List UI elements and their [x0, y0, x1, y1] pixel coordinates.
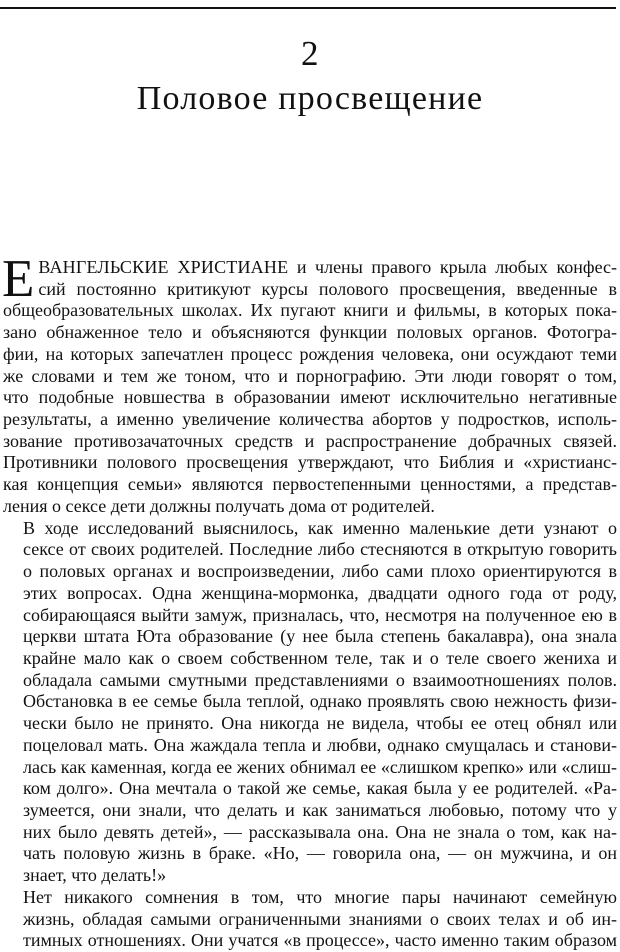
paragraph-3	[3, 887, 617, 952]
text-line: крайне мало как о своем собственном теле, так и о теле своего жениха и	[23, 647, 617, 668]
text-line: Противники полового просвещения утверждают, что Библия и «христианс-	[3, 452, 617, 473]
text-line: что подобные новшества в образовании имеют исключительно негативные	[3, 387, 617, 408]
text-line: результаты, а именно увеличение количества абортов у подростков, исполь-	[3, 409, 617, 430]
text-line: обладала самыми смутными представлениями о взаимоотношениях полов.	[23, 669, 617, 690]
text-line: кая концепция семьи» являются первостепенными ценностями, а представ-	[3, 474, 617, 495]
text-line: тимных отношениях. Они учатся «в процессе», часто именно таким образом	[23, 930, 617, 951]
top-rule	[0, 7, 616, 9]
body-text	[2, 250, 617, 952]
text-line: о половых органах и воспроизведении, либо сами плохо ориентируются в	[23, 561, 617, 582]
text-line: этих вопросах. Одна женщина-мормонка, двадцати одного года от роду,	[23, 582, 617, 603]
text-line	[3, 257, 617, 279]
lead-in-caps: ВАНГЕЛЬСКИЕ ХРИСТИАНЕ	[38, 257, 289, 277]
text-line: же словами и тем же тоном, что и порнографию. Эти люди говорят о том,	[3, 365, 617, 386]
text-line: зование противозачаточных средств и распространение добрачных связей.	[3, 430, 617, 451]
drop-cap: Е	[2, 250, 35, 308]
text-line: поцеловал мать. Она жаждала тепла и любви, однако смущалась и станови-	[23, 734, 617, 755]
text-line: знает, что делать!»	[23, 865, 167, 886]
text-line: церкви штата Юта образование (у нее была степень бакалавра), она знала	[23, 626, 617, 647]
text-line: жизнь, обладая самыми ограниченными знаниями о своих телах и об ин-	[23, 908, 617, 929]
chapter-title: Половое просвещение	[136, 80, 484, 117]
paragraph-2	[3, 518, 617, 887]
text-line: фии, на которых запечатлен процесс рождения человека, они осуждают теми	[3, 343, 617, 364]
text-line: зано обнаженное тело и объясняются функции половых органов. Фотогра-	[3, 322, 617, 343]
text-line: ления о сексе дети должны получать дома от родителей.	[3, 495, 435, 516]
text-line: ком долго». Она мечтала о такой же семье, какая была у ее родителей. «Ра-	[23, 778, 617, 799]
text-line: лась как каменная, когда ее жених обнимал ее «слишком крепко» или «слиш-	[23, 756, 617, 777]
text-line: общеобразовательных школах. Их пугают книги и фильмы, в которых пока-	[3, 300, 617, 321]
text-line: чать половую жизнь в браке. «Но, — говорила она, — он мужчина, и он	[23, 843, 617, 864]
text-line: зумеется, они знали, что делать и как заниматься любовью, потому что у	[23, 799, 617, 820]
text-line: сексе от своих родителей. Последние либо стесняются в открытую говорить	[23, 539, 617, 560]
text-line: чески было не принято. Она никогда не видела, чтобы ее отец обнял или	[23, 713, 617, 734]
text-line: Обстановка в ее семье была теплой, однако проявлять свою нежность физи-	[23, 691, 617, 712]
text-line: собирающаяся выйти замуж, призналась, что, несмотря на полученное ею в	[23, 604, 617, 625]
text-line: Нет никакого сомнения в том, что многие пары начинают семейную	[23, 886, 617, 907]
text-line: них было девять детей», — рассказывала она. Она не знала о том, как на-	[23, 821, 617, 842]
text-line: сий постоянно критикуют курсы полового просвещения, введенные в	[38, 278, 617, 299]
chapter-number: 2	[301, 34, 319, 73]
paragraph-1	[2, 250, 617, 518]
text-line: В ходе исследований выяснилось, как именно маленькие дети узнают о	[23, 517, 617, 538]
text-line-content: и члены правого крыла любых конфес-	[288, 257, 617, 277]
